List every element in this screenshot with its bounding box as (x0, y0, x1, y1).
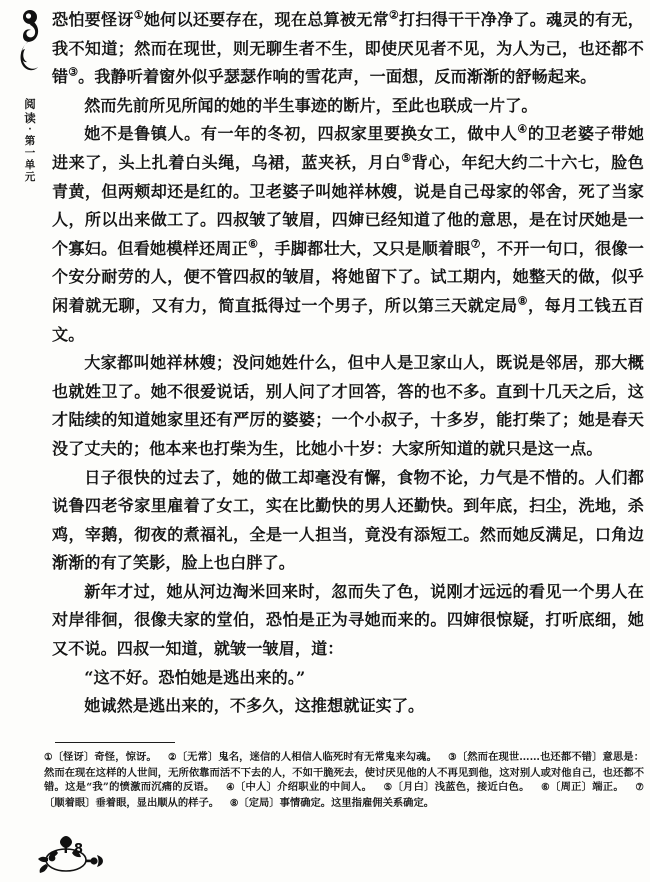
footnote-number: ⑥ (541, 782, 551, 794)
paragraph: 她诚然是逃出来的，不多久，这推想就证实了。 (84, 696, 425, 716)
paragraph: 日子很快的过去了，她的做工却毫没有懈，食物不论，力气是不惜的。人们都说鲁四老爷家里雇着了女工，实在比勤快的男人还勤快。到年底，扫尘，洗地，杀鸡，宰鹅，彻夜的煮福礼，全是一人担当，竟没有添短工。然而她反满足，口角边渐渐的有了笑影，脸上也白胖了。 (52, 467, 644, 573)
footnote-number: ⑤ (383, 782, 393, 794)
footnote-term: 〔中人〕 (234, 781, 278, 794)
paragraph-dialogue: “这不好。恐怕她是逃出来的。” (84, 667, 306, 687)
paragraph: 大家都叫她祥林嫂；没问她姓什么，但中人是卫家山人，既说是邻居，那大概也就姓卫了。她不很爱说话，别人问了才回答，答的也不多。直到十几天之后，这才陆续的知道她家里还有严厉的婆婆；一个小叔子，十多岁，能打柴了；她是春天没了丈夫的；他本来也打柴为生，比她小十岁：大家所知道的就只是这一点。 (52, 353, 644, 458)
scroll-flourish-ornament-icon (14, 8, 48, 76)
footnote-text: 垂着眼，显出顺从的样子。 (95, 796, 220, 809)
footnote-term: 〔顺着眼〕 (44, 796, 96, 809)
footnote-reference: ② (388, 8, 400, 22)
footnote-item (44, 751, 168, 763)
footnote-term: 〔怪讶〕 (52, 751, 95, 763)
footnote-text: 事情确定。这里指雇佣关系确定。 (279, 796, 435, 809)
footnote-block (44, 750, 644, 811)
footnote-item (230, 797, 445, 809)
footnote-text: 奇怪，惊讶。 (94, 751, 157, 763)
footnote-number: ⑦ (635, 782, 645, 794)
page-number: 8 (74, 842, 84, 857)
footnote-item (541, 781, 635, 793)
footnote-text: 浅蓝色，接近白色。 (434, 781, 530, 794)
running-head-char: 元 (24, 171, 36, 183)
footnote-number: ⑧ (229, 797, 239, 809)
footnote-number: ② (167, 752, 177, 763)
footnote-text: 意思是：然而在现在这样的人世间，无所依靠而活不下去的人，不如干脆死去，使讨厌见他的人不再见到他，这对别人或对他自己，也还都不错。这是“我”的愤激而沉痛的反语。 (44, 751, 645, 794)
paragraph: 她不是鲁镇人。有一年的冬初，四叔家里要换女工，做中人④的卫老婆子带她进来了，头上扎着白头绳，乌裙，蓝夹袄，月白⑤背心，年纪大约二十六七，脸色青黄，但两颊却还是红的。卫老婆子叫她祥林嫂，说是自己母家的邻舍，死了当家人，所以出来做工了。四叔皱了皱眉，四婶已经知道了他的意思，是在讨厌她是一个寡妇。但看她模样还周正⑥，手脚都壮大，又只是顺着眼⑦，不开一句口，很像一个安分耐劳的人，便不管四叔的皱眉，将她留下了。试工期内，她整天的做，似乎闲着就无聊，又有力，简直抵得过一个男子，所以第三天就定局⑧，每月工钱五百文。 (52, 123, 644, 344)
footnote-divider (55, 742, 175, 743)
running-head-char: 读 (24, 110, 36, 125)
footnote-reference: ① (133, 8, 144, 22)
footnote-term: 〔周正〕 (550, 781, 593, 794)
body-text-column (52, 6, 644, 721)
footnote-number: ④ (226, 782, 235, 794)
footnote-item (226, 781, 384, 793)
footnote-number: ③ (448, 752, 457, 763)
running-head-separator: · (28, 125, 32, 135)
footnote-item (168, 751, 448, 763)
footnote-reference: ④ (517, 123, 528, 137)
footnote-reference: ⑥ (248, 237, 259, 251)
footnote-term: 〔然而在现世……也还都不错〕 (456, 751, 603, 763)
running-head-char: 第 (24, 135, 36, 147)
running-head-char: 一 (24, 147, 36, 159)
paragraph: 然而先前所见所闻的她的半生事迹的断片，至此也联成一片了。 (84, 95, 538, 115)
footnote-reference: ③ (68, 65, 79, 79)
paragraph: 恐怕要怪讶①她何以还要存在，现在总算被无常②打扫得干干净净了。魂灵的有无，我不知道；然而在现世，则无聊生者不生，即使厌见者不见，为人为己，也还都不错③。我静听着窗外似乎瑟瑟作响的雪花声，一面想，反而渐渐的舒畅起来。 (52, 8, 644, 87)
footnote-term: 〔无常〕 (176, 751, 219, 763)
footnote-term: 〔定局〕 (238, 796, 280, 809)
page-footer (22, 834, 132, 874)
footnote-reference: ⑧ (517, 294, 529, 308)
paragraph: 新年才过，她从河边淘米回来时，忽而失了色，说刚才远远的看见一个男人在对岸徘徊，很像夫家的堂伯，恐怕是正为寻她而来的。四婶很惊疑，打听底细，她又不说。四叔一知道，就皱一皱眉，道： (52, 581, 644, 659)
footnote-reference: ⑤ (401, 151, 412, 165)
footnote-reference: ⑦ (470, 237, 481, 251)
running-head-char: 单 (24, 159, 36, 171)
footnote-text: 鬼名，迷信的人相信人临死时有无常鬼来勾魂。 (218, 751, 437, 763)
running-head-reading-unit-one (20, 98, 40, 183)
footnote-item (384, 781, 542, 793)
footnote-text: 介绍职业的中间人。 (277, 781, 373, 794)
footnote-number: ① (44, 752, 53, 763)
footnote-term: 〔月白〕 (392, 781, 435, 794)
footnote-text: 端正。 (592, 781, 624, 794)
running-head-char: 阅 (24, 97, 36, 111)
